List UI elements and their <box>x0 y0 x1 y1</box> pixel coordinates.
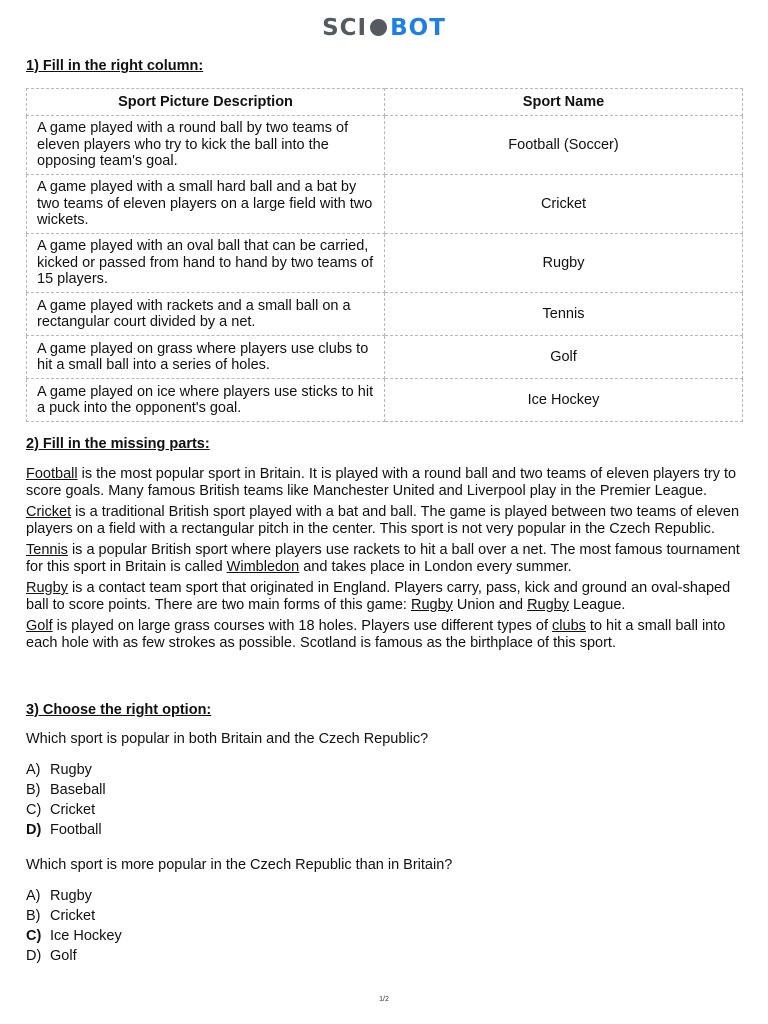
paragraph-text: is a popular British sport where players use rackets to hit a ball over a net. The most famous tournament for this sport in Britain is called <box>26 542 740 575</box>
option-letter: B) <box>26 782 41 798</box>
answer-blank[interactable]: Rugby <box>527 596 569 613</box>
row-sport-name[interactable]: Tennis <box>385 293 743 336</box>
row-description: A game played with an oval ball that can be carried, kicked or passed from hand to hand by two teams of 15 players. <box>27 234 385 293</box>
option-c-selected[interactable] <box>26 926 122 946</box>
row-description: A game played on grass where players use clubs to hit a small ball into a series of holes. <box>27 336 385 379</box>
answer-blank[interactable]: clubs <box>552 618 586 634</box>
page-number: 1/2 <box>379 996 389 1003</box>
question-2: Which sport is more popular in the Czech Republic than in Britain? <box>26 857 453 873</box>
option-letter: D) <box>26 948 42 964</box>
paragraph-text: is a contact team sport that originated in England. Players carry, pass, kick and ground an oval-shaped ball to score points. There are two main forms of this game: <box>26 580 731 613</box>
fill-in-paragraphs <box>26 466 746 656</box>
sports-table <box>26 88 743 422</box>
option-text: Rugby <box>50 888 92 904</box>
paragraph-tennis <box>26 542 746 575</box>
paragraph-football <box>26 466 746 499</box>
option-letter: D) <box>26 822 42 838</box>
row-sport-name[interactable]: Football (Soccer) <box>385 116 743 175</box>
option-b[interactable] <box>26 906 122 926</box>
answer-blank[interactable]: Football <box>26 466 78 482</box>
option-letter: C) <box>26 802 42 818</box>
paragraph-text: League. <box>568 596 626 613</box>
row-description: A game played with rackets and a small ball on a rectangular court divided by a net. <box>27 293 385 336</box>
option-letter: C) <box>26 928 42 944</box>
option-d[interactable] <box>26 946 122 966</box>
row-sport-name[interactable]: Cricket <box>385 175 743 234</box>
option-letter: A) <box>26 888 41 904</box>
option-d-selected[interactable] <box>26 820 106 840</box>
answer-blank[interactable]: Wimbledon <box>226 558 300 575</box>
table-row <box>27 175 743 234</box>
answer-blank[interactable]: Cricket <box>26 504 72 520</box>
table-row <box>27 234 743 293</box>
paragraph-text: to hit a small ball into each hole with as few strokes as possible. Scotland is famous as the birthplace of this sport. <box>26 618 726 651</box>
row-sport-name[interactable]: Golf <box>385 336 743 379</box>
question-1: Which sport is popular in both Britain and the Czech Republic? <box>26 731 429 747</box>
option-a[interactable] <box>26 760 106 780</box>
row-sport-name[interactable]: Rugby <box>385 234 743 293</box>
table-row <box>27 116 743 175</box>
answer-blank[interactable]: Tennis <box>26 542 68 558</box>
logo-dot-icon <box>370 19 387 36</box>
section-1-heading: 1) Fill in the right column: <box>26 58 204 74</box>
option-text: Ice Hockey <box>50 928 122 944</box>
paragraph-golf <box>26 618 746 651</box>
sciobot-logo <box>0 14 768 42</box>
section-3-heading: 3) Choose the right option: <box>26 702 212 718</box>
row-description: A game played with a round ball by two teams of eleven players who try to kick the ball into the opposing team's goal. <box>27 116 385 175</box>
option-text: Rugby <box>50 762 92 778</box>
answer-blank[interactable]: Rugby <box>410 596 453 613</box>
option-text: Football <box>50 822 102 838</box>
option-text: Cricket <box>50 908 96 924</box>
row-description: A game played on ice where players use sticks to hit a puck into the opponent's goal. <box>27 379 385 422</box>
option-text: Golf <box>50 948 77 964</box>
table-row <box>27 293 743 336</box>
paragraph-rugby <box>26 580 746 613</box>
paragraph-text: is the most popular sport in Britain. It is played with a round ball and two teams of eleven players try to score goals. Many famous British teams like Manchester United and Liverpool play in the Premier League. <box>26 466 737 499</box>
answer-blank[interactable]: Golf <box>26 618 53 634</box>
option-text: Cricket <box>50 802 96 818</box>
option-letter: B) <box>26 908 41 924</box>
option-c[interactable] <box>26 800 106 820</box>
answer-blank[interactable]: Rugby <box>26 580 68 596</box>
option-a[interactable] <box>26 886 122 906</box>
header-description: Sport Picture Description <box>27 89 385 116</box>
paragraph-text: is a traditional British sport played with a bat and ball. The game is played between two teams of eleven players on a field with a rectangular pitch in the center. This sport is not very popular in the Czech Republic. <box>26 504 740 537</box>
paragraph-text: is played on large grass courses with 18 holes. Players use different types of <box>52 618 553 634</box>
question-1-options <box>26 760 106 840</box>
paragraph-cricket <box>26 504 746 537</box>
header-sport-name: Sport Name <box>385 89 743 116</box>
question-2-options <box>26 886 122 966</box>
option-letter: A) <box>26 762 41 778</box>
table-row <box>27 379 743 422</box>
table-row <box>27 336 743 379</box>
logo-text-bot: BOT <box>390 15 446 41</box>
logo-text-sci: SCI <box>322 15 368 41</box>
table-header-row <box>27 89 743 116</box>
paragraph-text: and takes place in London every summer. <box>299 558 572 575</box>
row-sport-name[interactable]: Ice Hockey <box>385 379 743 422</box>
option-text: Baseball <box>50 782 106 798</box>
paragraph-text: Union and <box>452 596 528 613</box>
section-2-heading: 2) Fill in the missing parts: <box>26 436 210 452</box>
row-description: A game played with a small hard ball and a bat by two teams of eleven players on a large field with two wickets. <box>27 175 385 234</box>
option-b[interactable] <box>26 780 106 800</box>
